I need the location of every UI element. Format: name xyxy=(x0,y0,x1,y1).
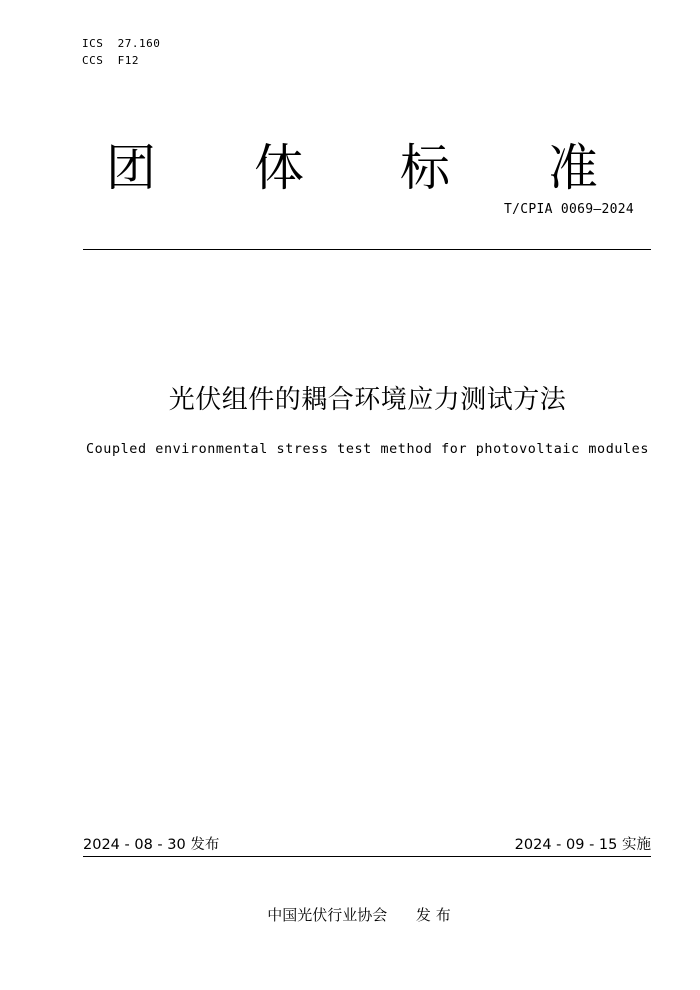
publisher-line xyxy=(0,904,700,926)
title-english: Coupled environmental stress test method for photovoltaic modules xyxy=(85,442,650,457)
implement-date: 2024 - 09 - 15 实施 xyxy=(514,837,651,853)
ccs-code: CCS F12 xyxy=(82,54,139,67)
standard-number: T/CPIA 0069—2024 xyxy=(503,202,634,217)
bottom-divider xyxy=(83,856,651,857)
standard-type-char-1: 团 xyxy=(106,139,156,197)
classification-codes xyxy=(82,35,160,69)
standard-type-char-3: 标 xyxy=(400,139,450,197)
standard-type-char-4: 准 xyxy=(548,139,598,197)
ics-code: ICS 27.160 xyxy=(82,37,161,50)
title-chinese: 光伏组件的耦合环境应力测试方法 xyxy=(168,385,567,415)
top-divider xyxy=(83,249,651,250)
publisher-name: 中国光伏行业协会 xyxy=(267,906,388,924)
publish-date: 2024 - 08 - 30 发布 xyxy=(83,837,220,853)
publisher-action: 发 布 xyxy=(415,906,451,924)
standard-type-char-2: 体 xyxy=(254,139,304,197)
standard-type-heading xyxy=(82,138,652,198)
